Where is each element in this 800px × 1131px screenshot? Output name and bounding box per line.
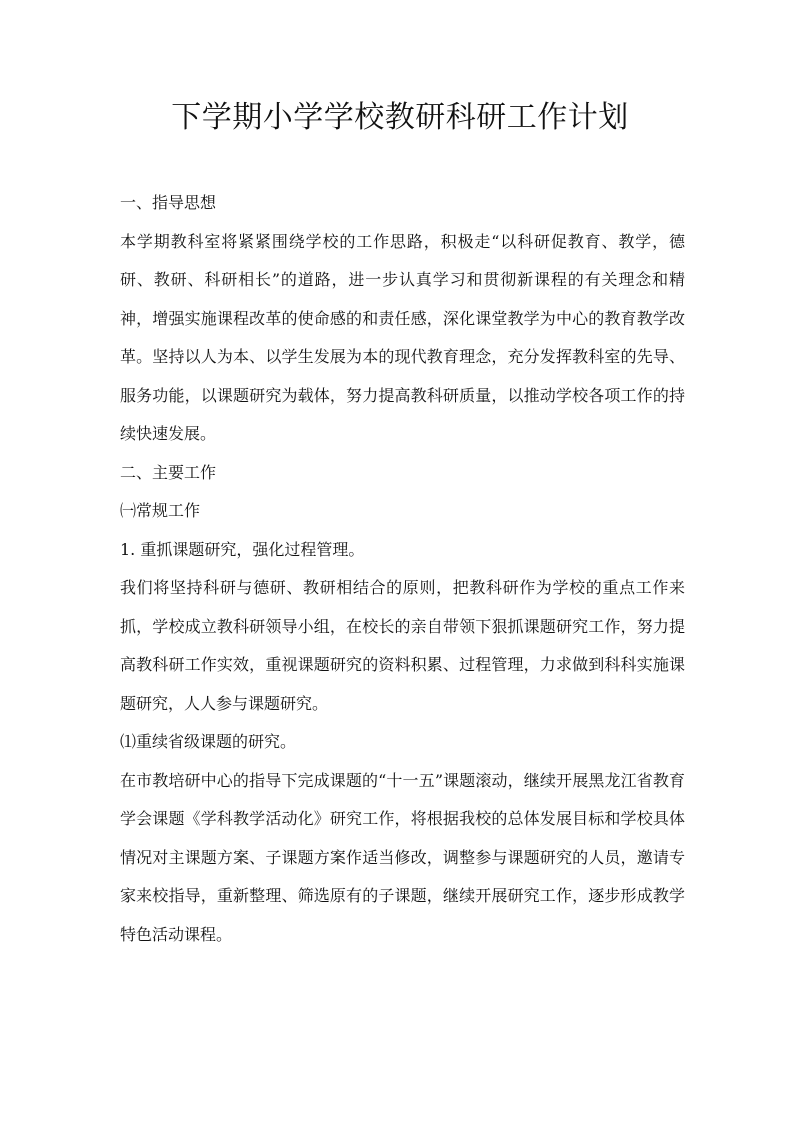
document-title: 下学期小学学校教研科研工作计划 (171, 100, 629, 135)
subsection-heading-routine-work: ㈠常规工作 (120, 501, 201, 520)
section-heading-guiding-ideology: 一、指导思想 (120, 193, 217, 212)
item-heading-research-projects: 1. 重抓课题研究，强化过程管理。 (120, 539, 365, 559)
paragraph-guiding-ideology: 本学期教科室将紧紧围绕学校的工作思路，积极走“以科研促教育、教学，德研、教研、科研相长”的道路，进一步认真学习和贯彻新课程的有关理念和精神，增强实施课程改革的使命感的和责任感，深化课堂教学为中心的教育教学改革。坚持以人为本、以学生发展为本的现代教育理念，充分发挥教科室的先导、服务功能，以课题研究为载体，努力提高教科研质量，以推动学校各项工作的持续快速发展。 (120, 231, 685, 443)
paragraph-research-projects: 我们将坚持科研与德研、教研相结合的原则，把教科研作为学校的重点工作来抓，学校成立教科研领导小组，在校长的亲自带领下狠抓课题研究工作，努力提高教科研工作实效，重视课题研究的资料积累、过程管理，力求做到科科实施课题研究，人人参与课题研究。 (120, 578, 685, 713)
paragraph-provincial-project: 在市教培研中心的指导下完成课题的“十一五”课题滚动，继续开展黑龙江省教育学会课题《学科教学活动化》研究工作，将根据我校的总体发展目标和学校具体情况对主课题方案、子课题方案作适当修改，调整参与课题研究的人员，邀请专家来校指导，重新整理、筛选原有的子课题，继续开展研究工作，逐步形成教学特色活动课程。 (120, 770, 685, 944)
section-heading-main-work: 二、主要工作 (120, 462, 217, 482)
item-heading-provincial-project: ⑴重续省级课题的研究。 (120, 732, 297, 751)
document-body (120, 184, 685, 954)
